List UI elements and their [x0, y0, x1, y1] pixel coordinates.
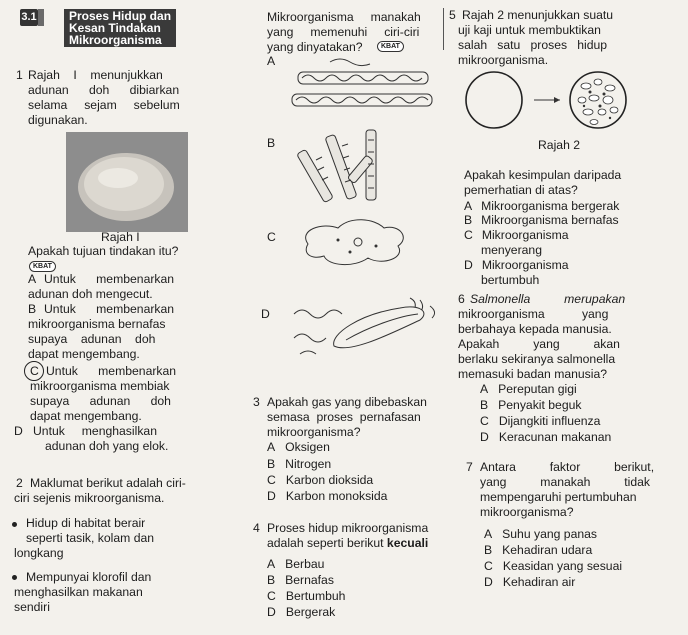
- q2-number: 2: [16, 476, 23, 490]
- option-text: Penyakit beguk: [498, 398, 582, 412]
- q7-option-b[interactable]: [484, 543, 592, 558]
- option-letter: A: [464, 199, 473, 213]
- option-letter: B: [267, 573, 276, 587]
- option-letter: C: [267, 473, 276, 487]
- column-divider: [443, 8, 444, 50]
- q1-option-c[interactable]: [30, 364, 39, 379]
- q1-option-d[interactable]: [14, 424, 23, 439]
- q7-option-c[interactable]: [484, 559, 622, 574]
- q2-stem: [14, 476, 186, 506]
- option-letter: C: [484, 559, 493, 573]
- q5-number: 5: [449, 8, 456, 22]
- stem-line: yang dinyatakan?: [267, 40, 363, 54]
- stem-emphasis: kecuali: [386, 536, 429, 550]
- bullet-line: seperti tasik, kolam dan: [26, 531, 155, 545]
- question-line: pemerhatian di atas?: [464, 183, 578, 197]
- q1-figure-caption: Rajah I: [101, 230, 140, 244]
- stem-line: Proses hidup mikroorganisma: [267, 521, 429, 535]
- stem-text: adalah seperti berikut: [267, 536, 387, 550]
- option-letter: D: [480, 430, 489, 444]
- stem-line: uji kaji untuk membuktikan: [458, 23, 601, 37]
- stem-line: mikroorganisma.: [458, 53, 549, 67]
- q4-option-b[interactable]: [267, 573, 334, 588]
- bullet-line: menghasilkan makanan: [14, 585, 143, 599]
- option-text: Bertumbuh: [285, 589, 346, 603]
- q1-stem-line: selama sejam sebelum: [28, 98, 180, 112]
- fungus-hyphae-image: [296, 124, 396, 206]
- option-line: mikroorganisma bernafas: [28, 317, 166, 331]
- topic-title-line-1: Proses Hidup dan: [69, 9, 172, 23]
- stem-line: Salmonella merupakan: [470, 292, 626, 306]
- option-letter: A: [267, 557, 276, 571]
- q1-stem-line: adunan doh dibiarkan: [28, 83, 180, 97]
- option-line: dapat mengembang.: [28, 347, 140, 361]
- option-text: Berbau: [285, 557, 325, 571]
- q1-kbat-badge: KBAT: [29, 261, 56, 272]
- option-letter: B: [480, 398, 489, 412]
- q6-option-c[interactable]: [480, 414, 600, 429]
- q5-option-c[interactable]: [464, 228, 569, 258]
- option-line: supaya adunan doh: [30, 394, 171, 408]
- stem-line: yang memenuhi ciri-ciri: [267, 25, 420, 39]
- bullet-line: sendiri: [14, 600, 50, 614]
- stem-line: mikroorganisma?: [480, 505, 574, 519]
- option-letter: A: [480, 382, 489, 396]
- rajah-2-petri-dishes: [464, 64, 644, 136]
- option-letter: D: [267, 489, 276, 503]
- q2-option-c[interactable]: C: [267, 230, 276, 244]
- stem-line: [267, 536, 428, 551]
- option-text: Bernafas: [285, 573, 334, 587]
- option-text: Bergerak: [285, 605, 336, 619]
- option-letter: A: [484, 527, 493, 541]
- q6-number: 6: [458, 292, 465, 306]
- q1-option-d-text: [33, 424, 168, 454]
- option-line: mikroorganisma membiak: [30, 379, 170, 393]
- q3-option-a[interactable]: [267, 440, 330, 455]
- bullet-icon: [12, 575, 17, 580]
- q1-question: Apakah tujuan tindakan itu?: [28, 244, 179, 258]
- option-text: Karbon monoksida: [285, 489, 388, 503]
- q4-stem: [267, 521, 428, 551]
- dough-photo: [66, 132, 188, 232]
- option-letter: D: [267, 605, 276, 619]
- q2-bullet-1: [14, 516, 155, 561]
- option-text: Mikroorganisma bernafas: [481, 213, 619, 227]
- option-text: Mikroorganisma: [481, 228, 569, 242]
- q3-stem: [267, 395, 427, 440]
- topic-title-line-3: Mikroorganisma: [69, 33, 162, 47]
- bullet-line: longkang: [14, 546, 64, 560]
- option-letter: A: [267, 440, 276, 454]
- option-letter: B: [28, 302, 37, 316]
- bullet-icon: [12, 522, 17, 527]
- stem-line: mikroorganisma?: [267, 425, 361, 439]
- option-letter: D: [484, 575, 493, 589]
- option-line: Untuk membenarkan: [46, 364, 177, 378]
- q3-option-b[interactable]: [267, 457, 331, 472]
- option-text: Suhu yang panas: [502, 527, 598, 541]
- option-letter: D: [14, 424, 23, 438]
- option-line: adunan doh mengecut.: [28, 287, 153, 301]
- option-text: Kehadiran udara: [502, 543, 593, 557]
- q2-option-a[interactable]: A: [267, 54, 276, 68]
- option-text: Nitrogen: [285, 457, 332, 471]
- stem-line: Antara faktor berikut,: [480, 460, 655, 474]
- q3-option-c[interactable]: [267, 473, 373, 488]
- q1-option-b-text: [28, 302, 175, 362]
- option-letter: C: [30, 364, 39, 378]
- option-letter: D: [464, 258, 473, 272]
- topic-title: [64, 9, 176, 47]
- spirogyra-image: [290, 58, 440, 118]
- q5-stem: [458, 8, 614, 68]
- option-text: Dijangkiti influenza: [498, 414, 601, 428]
- q7-option-a[interactable]: [484, 527, 597, 542]
- option-line: adunan doh yang elok.: [45, 439, 169, 453]
- option-line: dapat mengembang.: [30, 409, 142, 423]
- q1-stem-line: Rajah I menunjukkan: [28, 68, 163, 82]
- question-line: Apakah kesimpulan daripada: [464, 168, 622, 182]
- q5-figure-caption: Rajah 2: [538, 138, 581, 152]
- stem-line: berbahaya kepada manusia.: [458, 322, 612, 336]
- stem-line: salah satu proses hidup: [458, 38, 608, 52]
- option-text: bertumbuh: [481, 273, 540, 287]
- q1-option-a[interactable]: [28, 272, 36, 287]
- option-letter: B: [484, 543, 493, 557]
- q1-stem-line: digunakan.: [28, 113, 88, 127]
- stem-line: yang manakah tidak: [480, 475, 651, 489]
- option-letter: A: [28, 272, 37, 286]
- stem-line: Mikroorganisma manakah: [267, 10, 421, 24]
- option-line: Untuk membenarkan: [44, 272, 175, 286]
- q1-stem: [28, 68, 180, 128]
- q3-number: 3: [253, 395, 260, 409]
- q5-option-b[interactable]: [464, 213, 619, 228]
- q1-option-b[interactable]: [28, 302, 36, 317]
- option-text: Kehadiran air: [502, 575, 576, 589]
- q1-option-c-text: [30, 364, 177, 424]
- bacteria-image: [290, 294, 444, 364]
- q7-stem: [480, 460, 654, 520]
- option-text: Keracunan makanan: [498, 430, 612, 444]
- q4-option-a[interactable]: [267, 557, 324, 572]
- option-line: Untuk membenarkan: [44, 302, 175, 316]
- option-text: Mikroorganisma: [481, 258, 569, 272]
- q7-option-d[interactable]: [484, 575, 575, 590]
- stem-line: Rajah 2 menunjukkan suatu: [462, 8, 614, 22]
- q2-stem-line: Maklumat berikut adalah ciri-: [30, 476, 186, 490]
- bullet-line: Hidup di habitat berair: [26, 516, 146, 530]
- amoeba-image: [298, 214, 410, 268]
- q5-option-a[interactable]: [464, 199, 619, 214]
- q2-option-b[interactable]: B: [267, 136, 276, 150]
- q1-option-a-text: [28, 272, 175, 302]
- q6-stem: [458, 292, 626, 382]
- stem-line: Apakah gas yang dibebaskan: [267, 395, 427, 409]
- q3-option-d[interactable]: [267, 489, 387, 504]
- option-text: Oksigen: [285, 440, 330, 454]
- stem-line: memasuki badan manusia?: [458, 367, 608, 381]
- option-text: menyerang: [481, 243, 542, 257]
- q4-number: 4: [253, 521, 260, 535]
- q5-option-d[interactable]: [464, 258, 569, 288]
- option-letter: C: [464, 228, 473, 242]
- stem-line: mikroorganisma yang: [458, 307, 609, 321]
- stem-line: berlaku sekiranya salmonella: [458, 352, 616, 366]
- q2-stem-line: ciri sejenis mikroorganisma.: [14, 491, 165, 505]
- topic-number: 3.1: [20, 9, 38, 26]
- q7-number: 7: [466, 460, 473, 474]
- stem-line: Apakah yang akan: [458, 337, 620, 351]
- q4-option-d[interactable]: [267, 605, 335, 620]
- option-line: supaya adunan doh: [28, 332, 156, 346]
- q2-kbat-badge: KBAT: [377, 41, 404, 52]
- q6-option-b[interactable]: [480, 398, 581, 413]
- option-text: Karbon dioksida: [285, 473, 374, 487]
- option-line: Untuk menghasilkan: [33, 424, 157, 438]
- option-text: Keasidan yang sesuai: [502, 559, 623, 573]
- q6-option-a[interactable]: [480, 382, 577, 397]
- topic-title-line-2: Kesan Tindakan: [69, 21, 161, 35]
- option-letter: C: [267, 589, 276, 603]
- q6-option-d[interactable]: [480, 430, 611, 445]
- option-text: Pereputan gigi: [498, 382, 577, 396]
- q2-bullet-2: [14, 570, 152, 615]
- bullet-line: Mempunyai klorofil dan: [26, 570, 152, 584]
- option-letter: B: [464, 213, 473, 227]
- option-letter: C: [480, 414, 489, 428]
- topic-number-accent: [38, 9, 44, 26]
- q4-option-c[interactable]: [267, 589, 345, 604]
- q5-question: [464, 168, 621, 198]
- option-text: Mikroorganisma bergerak: [481, 199, 620, 213]
- stem-line: mempengaruhi pertumbuhan: [480, 490, 637, 504]
- q2-option-d[interactable]: D: [261, 307, 270, 321]
- option-letter: B: [267, 457, 276, 471]
- stem-line: semasa proses pernafasan: [267, 410, 421, 424]
- q1-number: 1: [16, 68, 23, 82]
